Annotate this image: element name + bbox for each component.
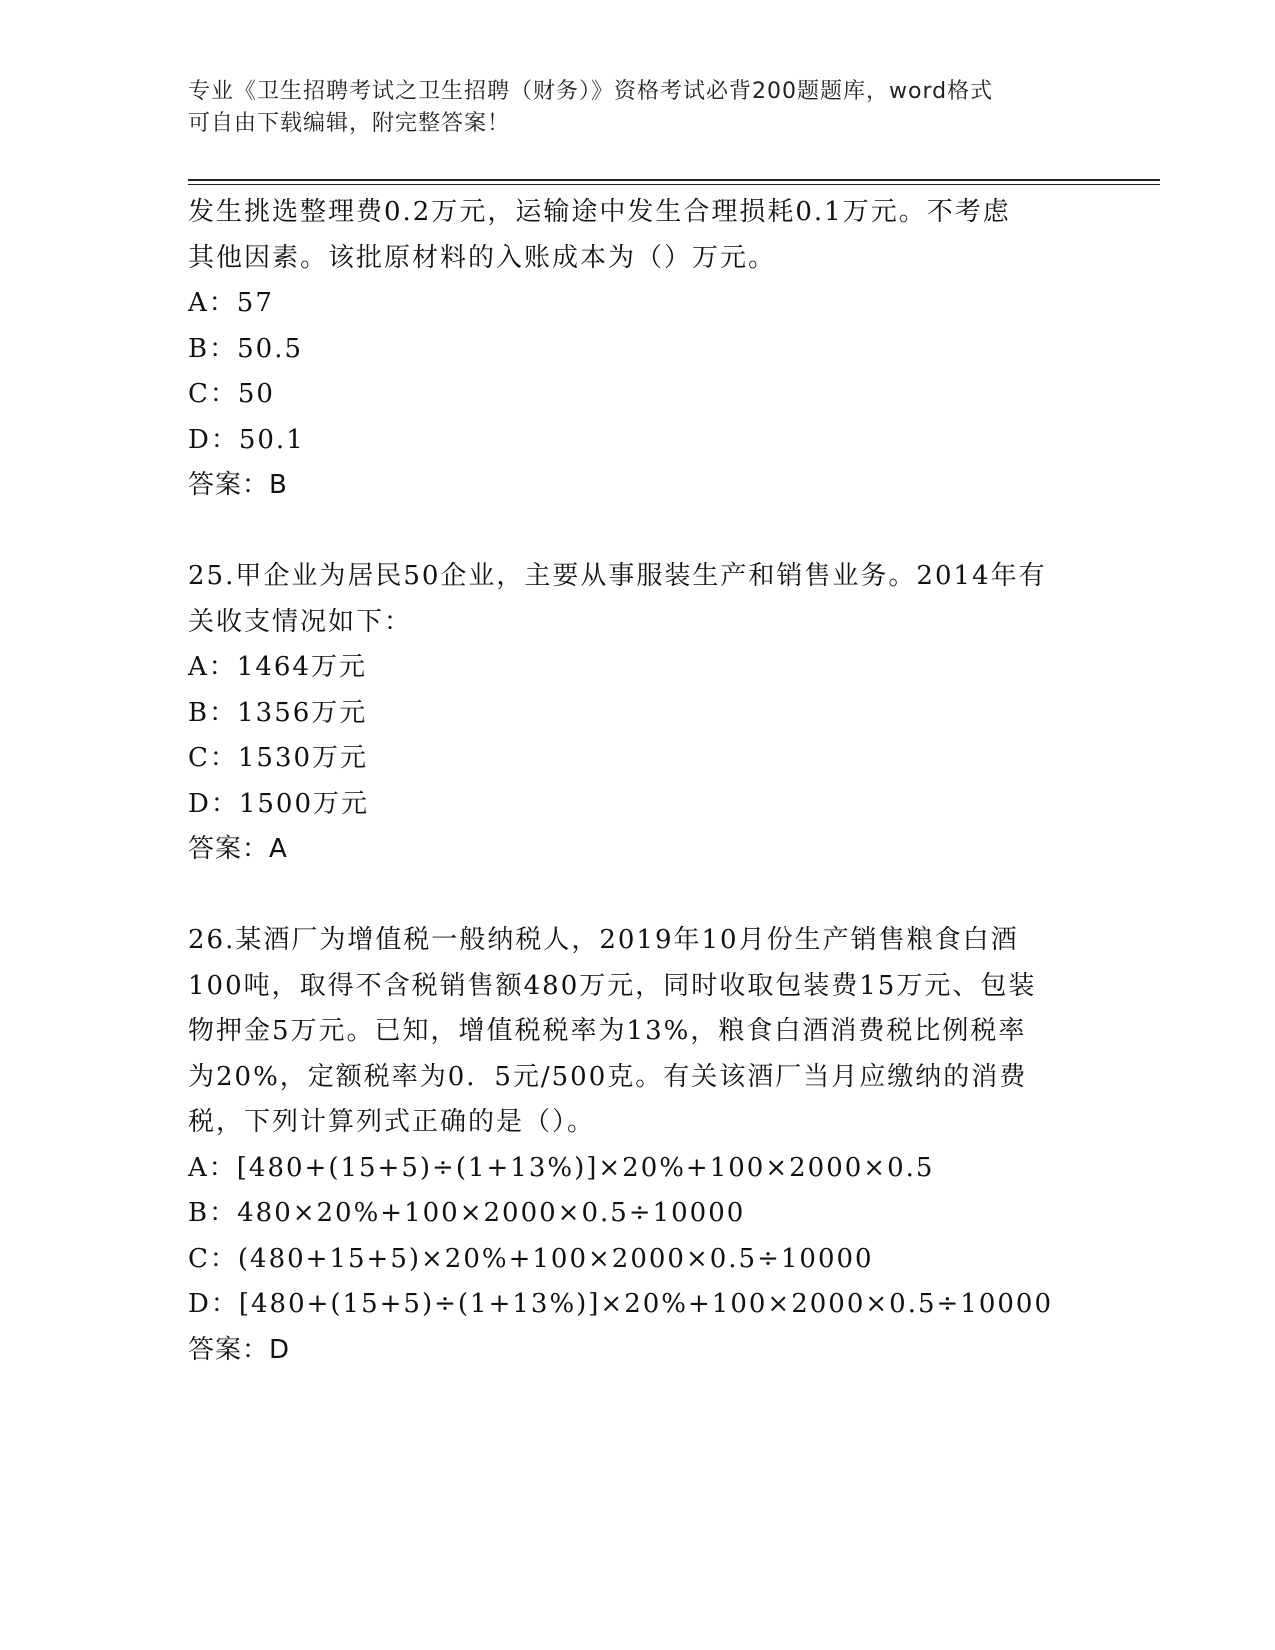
document-header [188,76,1088,140]
question-stem-line: 关收支情况如下： [188,606,413,637]
option-a: A：57 [188,288,274,318]
option-c: C：1530万元 [188,743,369,773]
spacer [188,873,1088,919]
question-stem-line: 100吨，取得不含税销售额480万元，同时收取包装费15万元、包装 [188,970,1037,1001]
question-stem-line: 物押金5万元。已知，增值税税率为13%，粮食白酒消费税比例税率 [188,1016,1027,1046]
header-divider-thin [188,184,1160,185]
option-a: A：[480+(15+5)÷(1+13%)]×20%+100×2000×0.5 [188,1152,935,1183]
option-c: C：50 [188,379,275,409]
option-d: D：[480+(15+5)÷(1+13%)]×20%+100×2000×0.5÷10000 [188,1289,1053,1319]
spacer [188,509,1088,555]
option-b: B：1356万元 [188,697,368,728]
answer-line: 答案：D [188,1334,291,1365]
option-c: C：(480+15+5)×20%+100×2000×0.5÷10000 [188,1243,874,1274]
option-a: A：1464万元 [188,652,367,682]
question-stem-line: 发生挑选整理费0.2万元，运输途中发生合理损耗0.1万元。不考虑 [188,197,1011,227]
option-b: B：50.5 [188,333,303,364]
question-stem-line: 26.某酒厂为增值税一般纳税人，2019年10月份生产销售粮食白酒 [188,925,1019,955]
option-d: D：50.1 [188,424,305,455]
question-stem-line: 税，下列计算列式正确的是（）。 [188,1107,596,1137]
answer-line: 答案：A [188,834,288,864]
option-d: D：1500万元 [188,788,370,819]
question-26 [188,918,1088,1373]
question-stem-line: 25.甲企业为居民50企业，主要从事服装生产和销售业务。2014年有 [188,561,1047,591]
question-25 [188,554,1088,873]
question-24 [188,190,1088,509]
header-line-1: 专业《卫生招聘考试之卫生招聘（财务）》资格考试必背200题题库，word格式 [188,79,994,104]
question-stem-line: 其他因素。该批原材料的入账成本为（）万元。 [188,242,777,273]
question-list [188,190,1088,1373]
option-b: B：480×20%+100×2000×0.5÷10000 [188,1198,746,1228]
question-stem-line: 为20%，定额税率为0．5元/500克。有关该酒厂当月应缴纳的消费 [188,1061,1028,1092]
header-line-2: 可自由下载编辑，附完整答案！ [188,111,511,136]
answer-line: 答案：B [188,470,288,500]
header-divider-thick [188,179,1160,181]
